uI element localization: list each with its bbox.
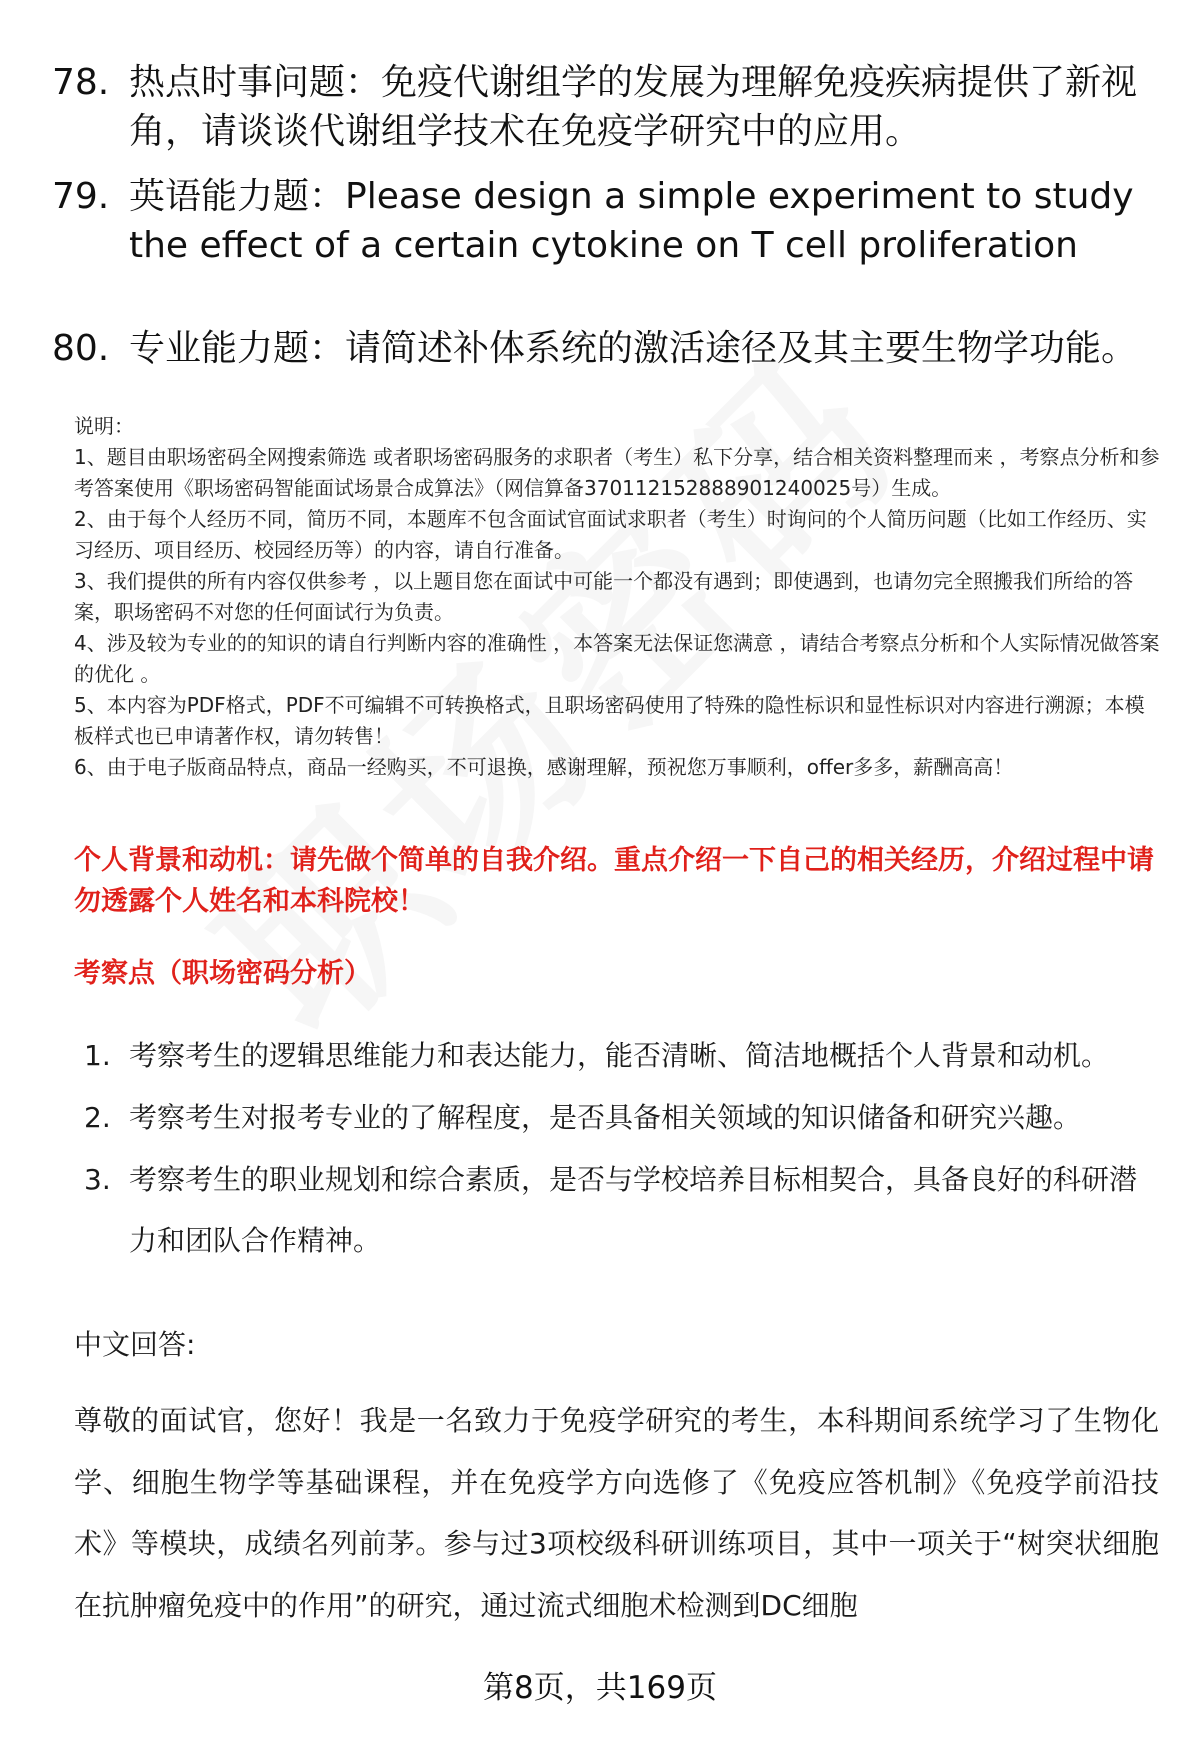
question-78	[52, 58, 1152, 156]
question-number: 80.	[52, 328, 110, 369]
question-text: 专业能力题：请简述补体系统的激活途径及其主要生物学功能。	[129, 328, 1138, 369]
assessment-point	[84, 1087, 1154, 1148]
point-number: 2.	[84, 1101, 111, 1134]
background-question: 个人背景和动机：请先做个简单的自我介绍。重点介绍一下自己的相关经历，介绍过程中请勿透露个人姓名和本科院校！	[74, 845, 1154, 917]
note-item: 5、本内容为PDF格式，PDF不可编辑不可转换格式，且职场密码使用了特殊的隐性标识和显性标识对内容进行溯源；本模板样式也已申请著作权，请勿转售！	[74, 693, 1145, 748]
answer-label: 中文回答:	[74, 1328, 196, 1361]
notes-section	[74, 411, 1164, 783]
answer-text: 尊敬的面试官，您好！我是一名致力于免疫学研究的考生，本科期间系统学习了生物化学、细胞生物学等基础课程，并在免疫学方向选修了《免疫应答机制》《免疫学前沿技术》等模块，成绩名列前茅。参与过3项校级科研训练项目，其中一项关于“树突状细胞在抗肿瘤免疫中的作用”的研究，通过流式细胞术检测到DC细胞	[74, 1404, 1159, 1622]
assessment-point	[84, 1149, 1154, 1271]
note-item: 3、我们提供的所有内容仅供参考 ，以上题目您在面试中可能一个都没有遇到；即使遇到，也请勿完全照搬我们所给的答案，职场密码不对您的任何面试行为负责。	[74, 569, 1134, 624]
assessment-points	[84, 1025, 1154, 1272]
note-item: 1、题目由职场密码全网搜索筛选 或者职场密码服务的求职者（考生）私下分享，结合相关资料整理而来 ，考察点分析和参考答案使用《职场密码智能面试场景合成算法》（网信算备370112152888901240025号）生成。	[74, 445, 1160, 500]
note-item: 2、由于每个人经历不同，简历不同，本题库不包含面试官面试求职者（考生）时询问的个人简历问题（比如工作经历、实习经历、项目经历、校园经历等）的内容，请自行准备。	[74, 507, 1147, 562]
question-number: 78.	[52, 62, 110, 103]
point-number: 3.	[84, 1163, 111, 1196]
note-item: 6、由于电子版商品特点，商品一经购买，不可退换，感谢理解，预祝您万事顺利，offer多多，薪酬高高！	[74, 755, 1014, 779]
question-text: 热点时事问题：免疫代谢组学的发展为理解免疫疾病提供了新视角，请谈谈代谢组学技术在免疫学研究中的应用。	[129, 62, 1138, 152]
question-text: 英语能力题：Please design a simple experiment to study the effect of a certain cytokine on T cell proliferation	[129, 176, 1134, 266]
assessment-point	[84, 1025, 1154, 1086]
point-text: 考察考生的职业规划和综合素质，是否与学校培养目标相契合，具备良好的科研潜力和团队合作精神。	[129, 1163, 1138, 1257]
question-79	[52, 172, 1152, 270]
question-80	[52, 324, 1152, 373]
note-item: 4、涉及较为专业的的知识的请自行判断内容的准确性 ，本答案无法保证您满意 ，请结合考察点分析和个人实际情况做答案的优化 。	[74, 631, 1160, 686]
point-number: 1.	[84, 1039, 111, 1072]
notes-title: 说明：	[74, 414, 134, 438]
assessment-title: 考察点（职场密码分析）	[74, 958, 371, 989]
point-text: 考察考生的逻辑思维能力和表达能力，能否清晰、简洁地概括个人背景和动机。	[129, 1039, 1110, 1072]
point-text: 考察考生对报考专业的了解程度，是否具备相关领域的知识储备和研究兴趣。	[129, 1101, 1082, 1134]
question-number: 79.	[52, 176, 110, 217]
page-footer: 第8页，共169页	[483, 1670, 717, 1706]
